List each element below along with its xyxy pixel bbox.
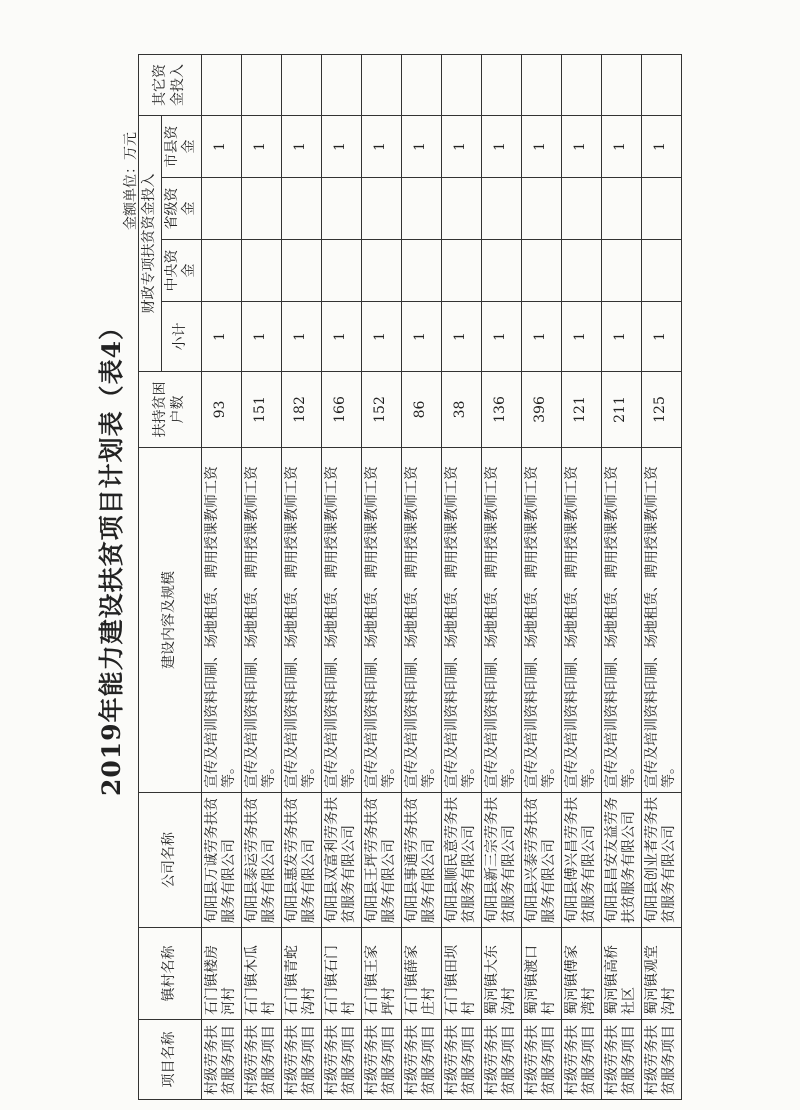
subtotal-cell: 1 — [201, 302, 241, 372]
county-fund-cell: 1 — [481, 116, 521, 178]
households-cell: 211 — [601, 372, 641, 448]
village-cell: 蜀河镇渡口村 — [521, 928, 561, 1020]
subtotal-cell: 1 — [521, 302, 561, 372]
households-cell: 151 — [241, 372, 281, 448]
other-fund-cell — [321, 55, 361, 116]
company-cell: 旬阳县事通劳务扶贫服务有限公司 — [401, 793, 441, 928]
other-fund-cell — [401, 55, 441, 116]
other-fund-cell — [201, 55, 241, 116]
central-fund-cell — [601, 240, 641, 302]
table-row — [361, 55, 401, 1100]
province-fund-cell — [241, 178, 281, 240]
project-name-cell: 村级劳务扶贫服务项目 — [201, 1020, 241, 1100]
households-cell: 38 — [441, 372, 481, 448]
content-cell: 宣传及培训资料印刷、场地租赁、聘用授课教师工资等。 — [601, 448, 641, 793]
county-fund-cell: 1 — [241, 116, 281, 178]
village-cell: 石门镇薛家庄村 — [401, 928, 441, 1020]
county-fund-cell: 1 — [521, 116, 561, 178]
subtotal-cell: 1 — [561, 302, 601, 372]
header-subtotal: 小计 — [161, 302, 201, 372]
village-cell: 蜀河镇大东沟村 — [481, 928, 521, 1020]
table-row — [241, 55, 281, 1100]
province-fund-cell — [401, 178, 441, 240]
county-fund-cell: 1 — [361, 116, 401, 178]
county-fund-cell: 1 — [641, 116, 681, 178]
subtotal-cell: 1 — [481, 302, 521, 372]
project-name-cell: 村级劳务扶贫服务项目 — [361, 1020, 401, 1100]
province-fund-cell — [201, 178, 241, 240]
content-cell: 宣传及培训资料印刷、场地租赁、聘用授课教师工资等。 — [401, 448, 441, 793]
village-cell: 石门镇青蛇沟村 — [281, 928, 321, 1020]
village-cell: 石门镇楼房河村 — [201, 928, 241, 1020]
header-project-name: 项目名称 — [139, 1020, 202, 1100]
province-fund-cell — [361, 178, 401, 240]
table-row — [521, 55, 561, 1100]
project-name-cell: 村级劳务扶贫服务项目 — [481, 1020, 521, 1100]
header-province: 省级资金 — [161, 178, 201, 240]
content-cell: 宣传及培训资料印刷、场地租赁、聘用授课教师工资等。 — [361, 448, 401, 793]
company-cell: 旬阳县傅兴昌劳务扶贫服务有限公司 — [561, 793, 601, 928]
company-cell: 旬阳县兴泰劳务扶贫服务有限公司 — [521, 793, 561, 928]
households-cell: 152 — [361, 372, 401, 448]
village-cell: 石门镇木瓜村 — [241, 928, 281, 1020]
central-fund-cell — [241, 240, 281, 302]
other-fund-cell — [521, 55, 561, 116]
subtotal-cell: 1 — [401, 302, 441, 372]
province-fund-cell — [281, 178, 321, 240]
other-fund-cell — [441, 55, 481, 116]
content-cell: 宣传及培训资料印刷、场地租赁、聘用授课教师工资等。 — [441, 448, 481, 793]
county-fund-cell: 1 — [321, 116, 361, 178]
central-fund-cell — [481, 240, 521, 302]
central-fund-cell — [321, 240, 361, 302]
central-fund-cell — [281, 240, 321, 302]
village-cell: 石门镇石门村 — [321, 928, 361, 1020]
province-fund-cell — [521, 178, 561, 240]
village-cell: 蜀河镇傅家湾村 — [561, 928, 601, 1020]
other-fund-cell — [641, 55, 681, 116]
header-fiscal-group: 财政专项扶贫资金投入 — [139, 116, 162, 372]
table-row — [641, 55, 681, 1100]
households-cell: 125 — [641, 372, 681, 448]
company-cell: 旬阳县双富利劳务扶贫服务有限公司 — [321, 793, 361, 928]
header-company: 公司名称 — [139, 793, 202, 928]
other-fund-cell — [601, 55, 641, 116]
content-cell: 宣传及培训资料印刷、场地租赁、聘用授课教师工资等。 — [241, 448, 281, 793]
central-fund-cell — [401, 240, 441, 302]
content-cell: 宣传及培训资料印刷、场地租赁、聘用授课教师工资等。 — [521, 448, 561, 793]
other-fund-cell — [561, 55, 601, 116]
households-cell: 396 — [521, 372, 561, 448]
province-fund-cell — [481, 178, 521, 240]
village-cell: 石门镇王家坪村 — [361, 928, 401, 1020]
project-name-cell: 村级劳务扶贫服务项目 — [241, 1020, 281, 1100]
header-content: 建设内容及规模 — [139, 448, 202, 793]
households-cell: 93 — [201, 372, 241, 448]
project-name-cell: 村级劳务扶贫服务项目 — [641, 1020, 681, 1100]
other-fund-cell — [241, 55, 281, 116]
province-fund-cell — [561, 178, 601, 240]
company-cell: 旬阳县顺民意劳务扶贫服务有限公司 — [441, 793, 481, 928]
project-name-cell: 村级劳务扶贫服务项目 — [561, 1020, 601, 1100]
content-cell: 宣传及培训资料印刷、场地租赁、聘用授课教师工资等。 — [561, 448, 601, 793]
table-row — [321, 55, 361, 1100]
table-row — [281, 55, 321, 1100]
company-cell: 旬阳县泰运劳务扶贫服务有限公司 — [241, 793, 281, 928]
table-row — [441, 55, 481, 1100]
header-households: 扶持贫困户数 — [139, 372, 202, 448]
households-cell: 166 — [321, 372, 361, 448]
other-fund-cell — [361, 55, 401, 116]
company-cell: 旬阳县新三宗劳务扶贫服务有限公司 — [481, 793, 521, 928]
content-cell: 宣传及培训资料印刷、场地租赁、聘用授课教师工资等。 — [481, 448, 521, 793]
company-cell: 旬阳县创业者劳务扶贫服务有限公司 — [641, 793, 681, 928]
province-fund-cell — [641, 178, 681, 240]
village-cell: 蜀河镇观堂沟村 — [641, 928, 681, 1020]
province-fund-cell — [601, 178, 641, 240]
content-cell: 宣传及培训资料印刷、场地租赁、聘用授课教师工资等。 — [321, 448, 361, 793]
county-fund-cell: 1 — [441, 116, 481, 178]
province-fund-cell — [321, 178, 361, 240]
village-cell: 蜀河镇高桥社区 — [601, 928, 641, 1020]
county-fund-cell: 1 — [601, 116, 641, 178]
project-plan-table — [138, 54, 682, 1100]
company-cell: 旬阳县万诚劳务扶贫服务有限公司 — [201, 793, 241, 928]
households-cell: 86 — [401, 372, 441, 448]
county-fund-cell: 1 — [281, 116, 321, 178]
central-fund-cell — [641, 240, 681, 302]
company-cell: 旬阳县昌安友益劳务扶贫服务有限公司 — [601, 793, 641, 928]
subtotal-cell: 1 — [361, 302, 401, 372]
subtotal-cell: 1 — [441, 302, 481, 372]
subtotal-cell: 1 — [321, 302, 361, 372]
project-name-cell: 村级劳务扶贫服务项目 — [521, 1020, 561, 1100]
subtotal-cell: 1 — [641, 302, 681, 372]
county-fund-cell: 1 — [201, 116, 241, 178]
central-fund-cell — [361, 240, 401, 302]
project-name-cell: 村级劳务扶贫服务项目 — [281, 1020, 321, 1100]
company-cell: 旬阳县王坪劳务扶贫服务有限公司 — [361, 793, 401, 928]
other-fund-cell — [281, 55, 321, 116]
page-title: 2019年能力建设扶贫项目计划表（表4） — [97, 314, 126, 796]
county-fund-cell: 1 — [401, 116, 441, 178]
header-county: 市县资金 — [161, 116, 201, 178]
content-cell: 宣传及培训资料印刷、场地租赁、聘用授课教师工资等。 — [201, 448, 241, 793]
county-fund-cell: 1 — [561, 116, 601, 178]
table-row — [201, 55, 241, 1100]
table-row — [401, 55, 441, 1100]
central-fund-cell — [521, 240, 561, 302]
content-cell: 宣传及培训资料印刷、场地租赁、聘用授课教师工资等。 — [281, 448, 321, 793]
subtotal-cell: 1 — [601, 302, 641, 372]
header-central: 中央资金 — [161, 240, 201, 302]
other-fund-cell — [481, 55, 521, 116]
project-name-cell: 村级劳务扶贫服务项目 — [441, 1020, 481, 1100]
subtotal-cell: 1 — [241, 302, 281, 372]
village-cell: 石门镇田坝村 — [441, 928, 481, 1020]
project-name-cell: 村级劳务扶贫服务项目 — [601, 1020, 641, 1100]
header-other: 其它资金投入 — [139, 55, 202, 116]
table-row — [601, 55, 641, 1100]
subtotal-cell: 1 — [281, 302, 321, 372]
central-fund-cell — [441, 240, 481, 302]
header-village: 镇村名称 — [139, 928, 202, 1020]
households-cell: 182 — [281, 372, 321, 448]
table-row — [481, 55, 521, 1100]
central-fund-cell — [201, 240, 241, 302]
province-fund-cell — [441, 178, 481, 240]
households-cell: 136 — [481, 372, 521, 448]
table-body — [201, 55, 681, 1100]
table-row — [561, 55, 601, 1100]
project-name-cell: 村级劳务扶贫服务项目 — [321, 1020, 361, 1100]
content-cell: 宣传及培训资料印刷、场地租赁、聘用授课教师工资等。 — [641, 448, 681, 793]
amount-unit-label: 金额单位：万元 — [123, 132, 139, 230]
households-cell: 121 — [561, 372, 601, 448]
project-name-cell: 村级劳务扶贫服务项目 — [401, 1020, 441, 1100]
company-cell: 旬阳县惠发劳务扶贫服务有限公司 — [281, 793, 321, 928]
central-fund-cell — [561, 240, 601, 302]
